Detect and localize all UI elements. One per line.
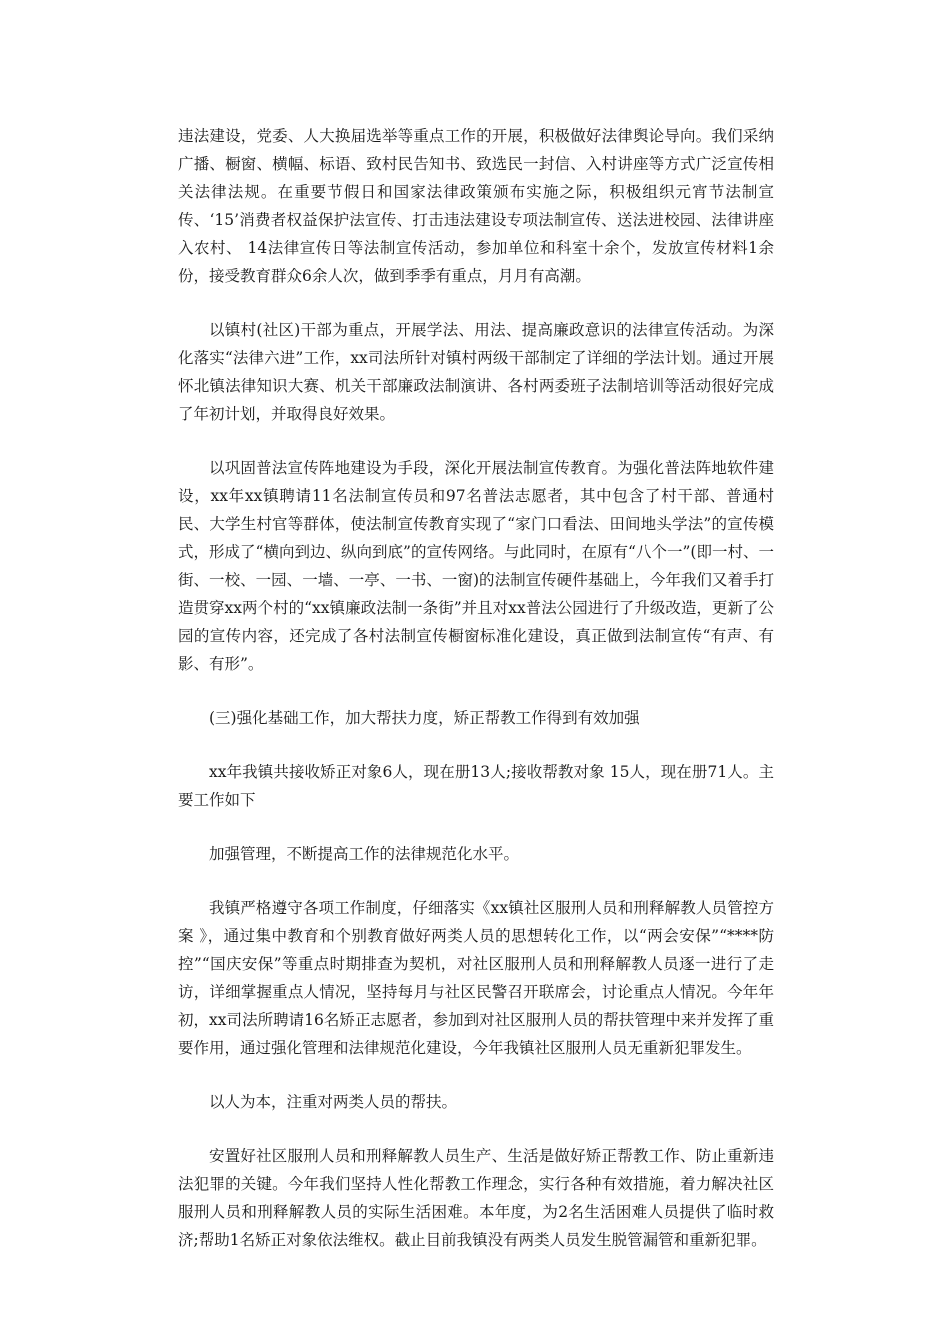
paragraph-cadre-legal-education: 以镇村(社区)干部为重点，开展学法、用法、提高廉政意识的法律宣传活动。为深化落实“法律六进”工作，xx司法所针对镇村两级干部制定了详细的学法计划。通过开展怀北镇法律知识大赛、机关干部廉政法制演讲、各村两委班子法制培训等活动很好完成了年初计划，并取得良好效果。 <box>178 321 774 423</box>
paragraph-correction-statistics: xx年我镇共接收矫正对象6人，现在册13人;接收帮教对象 15人，现在册71人。主要工作如下 <box>178 763 774 809</box>
paragraph-publicity-base-construction: 以巩固普法宣传阵地建设为手段，深化开展法制宣传教育。为强化普法阵地软件建设，xx年xx镇聘请11名法制宣传员和97名普法志愿者，其中包含了村干部、普通村民、大学生村官等群体，使法制宣传教育实现了“家门口看法、田间地头学法”的宣传模式，形成了“横向到边、纵向到底”的宣传网络。与此同时，在原有“八个一”(即一村、一街、一校、一园、一墙、一亭、一书、一窗)的法制宣传硬件基础上，今年我们又着手打造贯穿xx两个村的“xx镇廉政法制一条街”并且对xx普法公园进行了升级改造，更新了公园的宣传内容，还完成了各村法制宣传橱窗标准化建设，真正做到法制宣传“有声、有影、有形”。 <box>178 459 774 673</box>
section-heading-correction-work: (三)强化基础工作，加大帮扶力度，矫正帮教工作得到有效加强 <box>209 709 640 727</box>
paragraph-management-details: 我镇严格遵守各项工作制度，仔细落实《xx镇社区服刑人员和刑释解教人员管控方案 》，通过集中教育和个别教育做好两类人员的思想转化工作，以“两会安保”“****防控”“国庆安保”等重点时期排查为契机，对社区服刑人员和刑释解教人员逐一进行了走访，详细掌握重点人情况，坚持每月与社区民警召开联席会，讨论重点人情况。今年年初，xx司法所聘请16名矫正志愿者，参加到对社区服刑人员的帮扶管理中来并发挥了重要作用，通过强化管理和法律规范化建设，今年我镇社区服刑人员无重新犯罪发生。 <box>178 899 774 1057</box>
paragraph-help-details: 安置好社区服刑人员和刑释解教人员生产、生活是做好矫正帮教工作、防止重新违法犯罪的关键。今年我们坚持人性化帮教工作理念，实行各种有效措施，着力解决社区服刑人员和刑释解教人员的实际生活困难。本年度，为2名生活困难人员提供了临时救济;帮助1名矫正对象依法维权。截止目前我镇没有两类人员发生脱管漏管和重新犯罪。 <box>178 1147 774 1249</box>
paragraph-legal-publicity-methods: 违法建设，党委、人大换届选举等重点工作的开展，积极做好法律舆论导向。我们采纳广播、橱窗、横幅、标语、致村民告知书、致选民一封信、入村讲座等方式广泛宣传相关法律法规。在重要节假日和国家法律政策颁布实施之际，积极组织元宵节法制宣传、‘15’消费者权益保护法宣传、打击违法建设专项法制宣传、送法进校园、法律讲座入农村、 14法律宣传日等法制宣传活动，参加单位和科室十余个，发放宣传材料1余份，接受教育群众6余人次，做到季季有重点，月月有高潮。 <box>178 127 774 285</box>
document-body <box>178 122 774 1280</box>
subheading-people-oriented-help: 以人为本，注重对两类人员的帮扶。 <box>209 1093 458 1111</box>
subheading-strengthen-management: 加强管理，不断提高工作的法律规范化水平。 <box>209 845 520 863</box>
